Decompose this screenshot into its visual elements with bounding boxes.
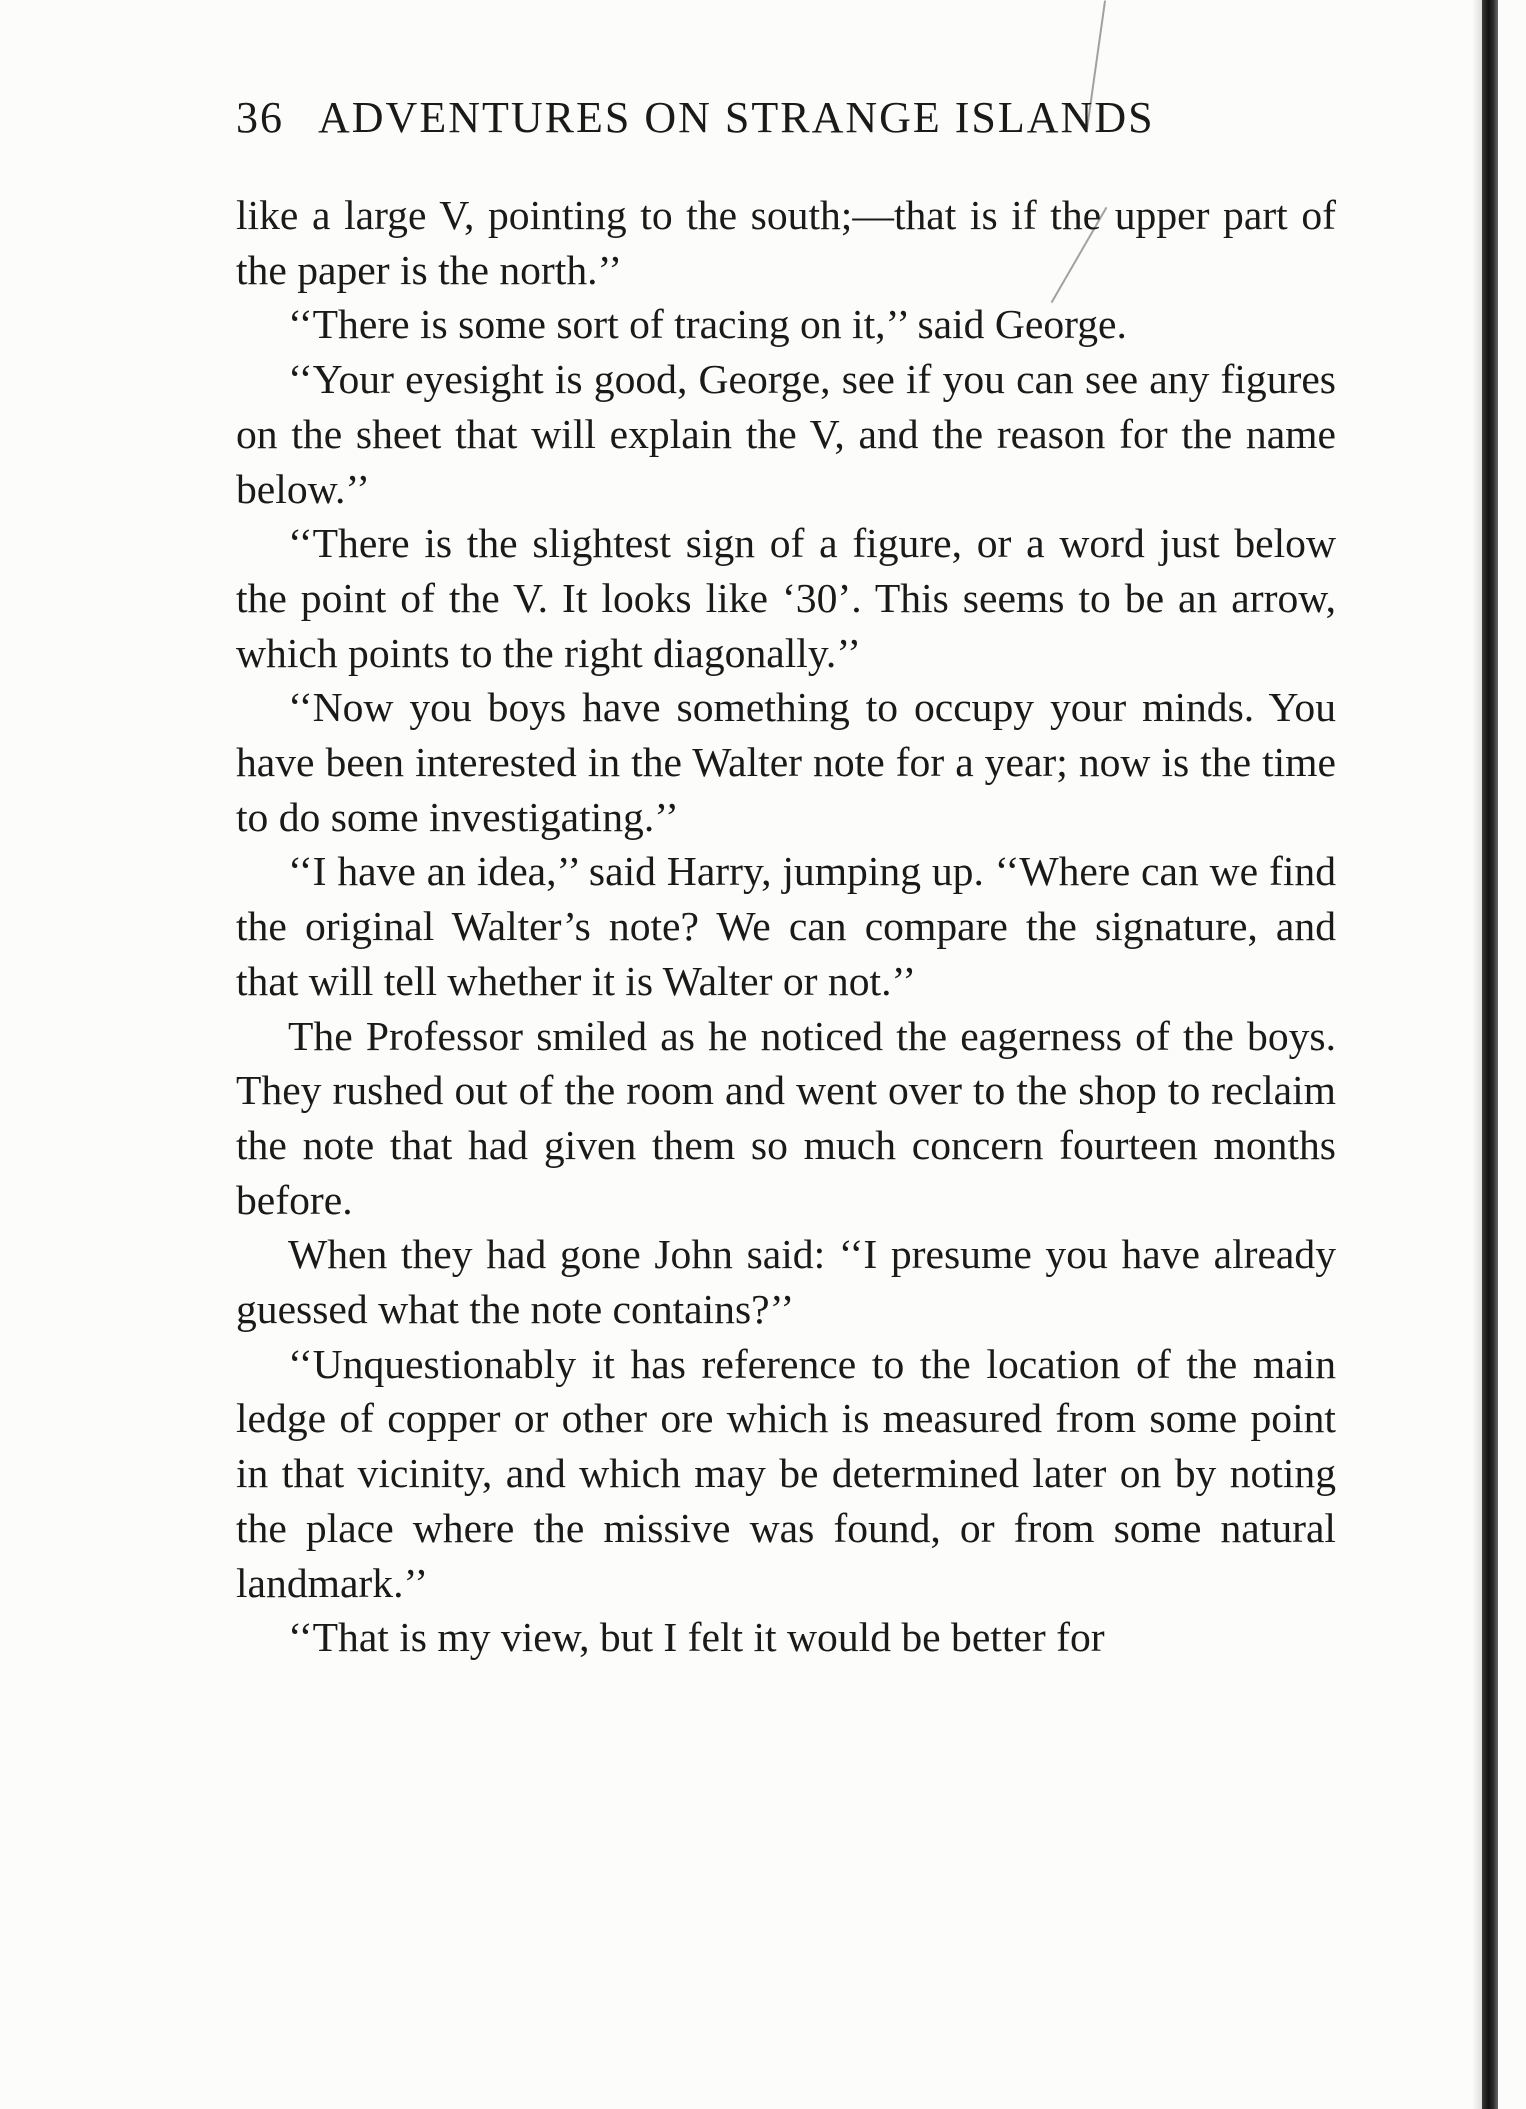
page-number: 36: [236, 93, 284, 142]
binding-shadow: [1472, 0, 1482, 2109]
paragraph: like a large V, pointing to the south;—that is if the upper part of the paper is the north.’’: [236, 192, 1336, 293]
paragraph: ‘‘Your eyesight is good, George, see if you can see any figures on the sheet that will explain the V, and the reason for the name below.’’: [236, 356, 1336, 512]
paragraph: ‘‘There is the slightest sign of a figure, or a word just below the point of the V. It looks like ‘30’. This seems to be an arrow, which points to the right diagonally.’’: [236, 520, 1336, 676]
paragraph: ‘‘That is my view, but I felt it would be better for: [288, 1614, 1105, 1661]
paragraph: ‘‘Unquestionably it has reference to the location of the main ledge of copper or other ore which is measured from some point in that vicinity, and which may be determined later on by noting the place where the missive was found, or from some natural landmark.’’: [236, 1340, 1336, 1606]
paragraph: ‘‘Now you boys have something to occupy your minds. You have been interested in the Walter note for a year; now is the time to do some investigating.’’: [236, 684, 1336, 840]
running-title: ADVENTURES ON STRANGE ISLANDS: [318, 93, 1155, 142]
book-binding-edge: [1482, 0, 1498, 2109]
paragraph: When they had gone John said: ‘‘I presume you have already guessed what the note contains?’’: [236, 1231, 1336, 1333]
paragraph: ‘‘There is some sort of tracing on it,’’ said George.: [288, 301, 1127, 348]
body-text: [236, 188, 1336, 1665]
paragraph: The Professor smiled as he noticed the eagerness of the boys. They rushed out of the room and went over to the shop to reclaim the note that had given them so much concern fourteen months before.: [236, 1012, 1336, 1223]
paragraph: ‘‘I have an idea,’’ said Harry, jumping up. ‘‘Where can we find the original Walter’s note? We can compare the signature, and that will tell whether it is Walter or not.’’: [236, 848, 1336, 1004]
running-header: [236, 92, 1336, 143]
